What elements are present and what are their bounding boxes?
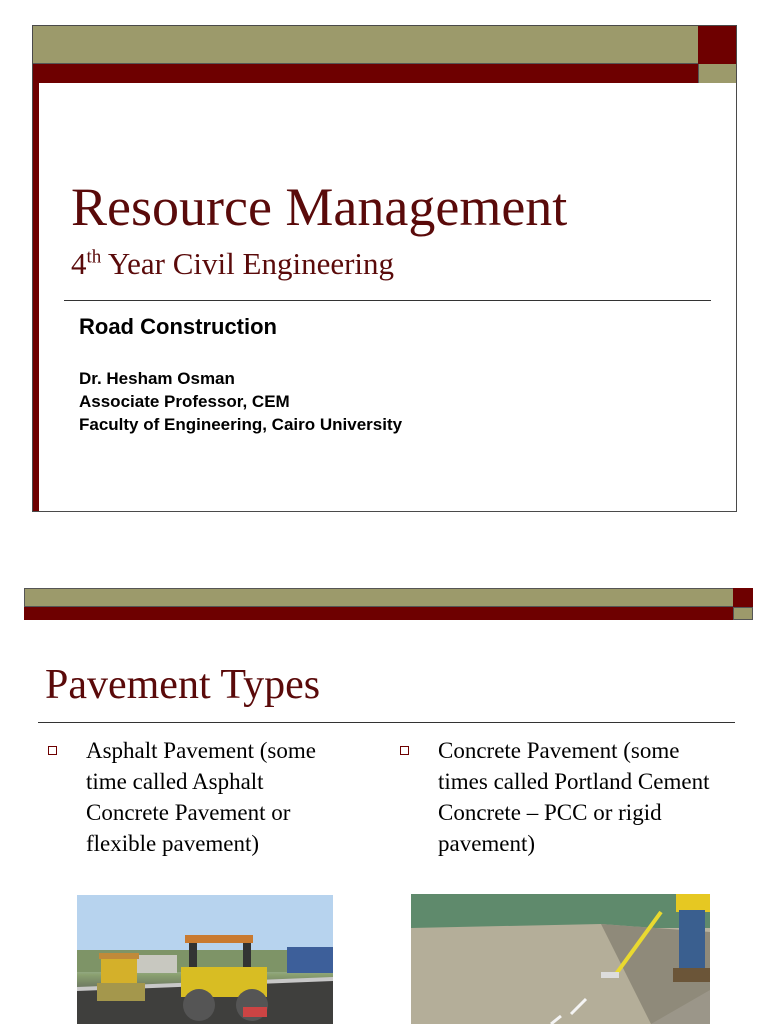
header-olive-bar: [33, 26, 699, 64]
author-title: Associate Professor, CEM: [79, 392, 290, 411]
header-maroon-bar: [33, 64, 699, 83]
header-maroon-square: [733, 588, 753, 607]
slide-title: Pavement Types: [45, 662, 321, 708]
header-olive-bar: [24, 588, 733, 607]
topic-heading: Road Construction: [79, 314, 277, 339]
concrete-finishing-photo: [411, 894, 710, 1024]
slide-title: Resource Management: [71, 177, 568, 237]
author-block: [79, 367, 402, 436]
title-slide: [32, 25, 737, 512]
left-accent-bar: [33, 64, 39, 511]
bullet-text: Concrete Pavement (some times called Portland Cement Concrete – PCC or rigid pavement): [438, 738, 710, 856]
square-bullet-icon: [400, 746, 409, 755]
author-name: Dr. Hesham Osman: [79, 369, 235, 388]
bullet-text: Asphalt Pavement (some time called Asphalt Concrete Pavement or flexible pavement): [86, 738, 316, 856]
header-olive-square: [733, 607, 753, 620]
header-maroon-bar: [24, 607, 733, 620]
slide-subtitle: 4th Year Civil Engineering: [71, 246, 395, 281]
asphalt-paving-photo: [77, 895, 333, 1024]
header-olive-square: [698, 64, 736, 83]
header-maroon-square: [698, 26, 736, 64]
square-bullet-icon: [48, 746, 57, 755]
author-affiliation: Faculty of Engineering, Cairo University: [79, 415, 403, 434]
divider-rule: [38, 722, 735, 723]
divider-rule: [64, 300, 711, 301]
